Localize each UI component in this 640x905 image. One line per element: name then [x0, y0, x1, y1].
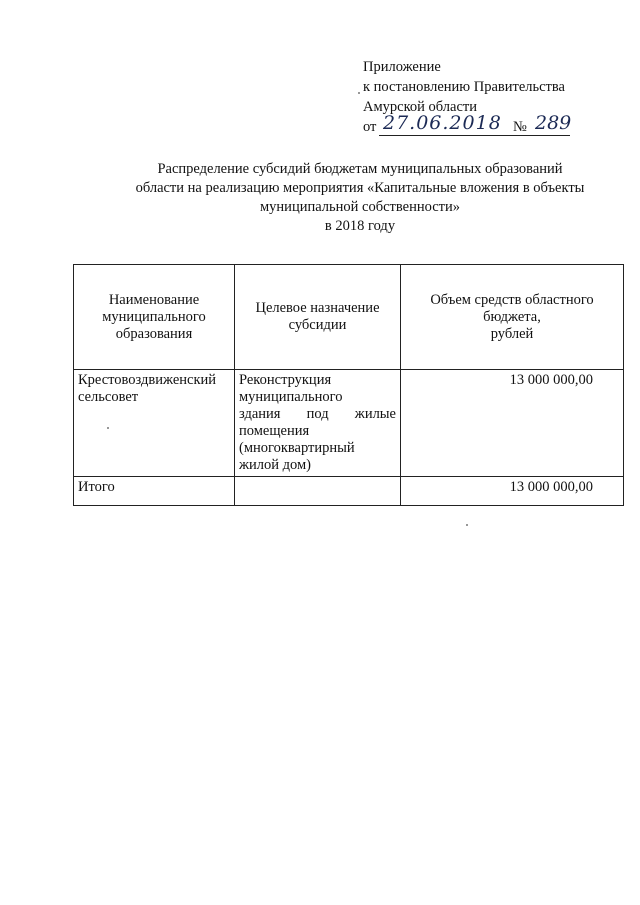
cell-text: Реконструкция — [239, 372, 332, 388]
handwritten-number: 289 — [535, 112, 572, 134]
header-text: Объем средств областного — [430, 291, 594, 308]
table-total-row — [74, 477, 624, 506]
title-line-2: области на реализацию мероприятия «Капитальные вложения в объекты — [135, 180, 585, 196]
number-prefix: № — [513, 119, 527, 135]
header-purpose — [235, 265, 401, 370]
appendix-title: Приложение — [363, 59, 441, 75]
total-label: Итого — [74, 477, 235, 506]
title-line-1: Распределение субсидий бюджетам муниципальных образований — [157, 161, 563, 177]
title-line-4: в 2018 году — [324, 218, 396, 234]
cell-text: (многоквартирный — [239, 440, 355, 456]
date-prefix: от — [363, 119, 377, 135]
total-purpose — [235, 477, 401, 506]
cell-text: сельсовет — [78, 389, 139, 405]
table-header-row — [74, 265, 624, 370]
document-title — [100, 160, 620, 236]
header-text: муниципального — [102, 308, 206, 325]
scan-speck — [358, 92, 360, 94]
header-text: субсидии — [288, 317, 347, 333]
header-municipality — [74, 265, 235, 370]
number-underline — [535, 135, 570, 136]
header-text: Целевое назначение — [255, 300, 380, 316]
title-line-3: муниципальной собственности» — [260, 199, 460, 215]
scan-speck — [466, 524, 468, 526]
appendix-region: Амурской области — [363, 99, 477, 115]
header-text: Наименование — [108, 291, 200, 308]
cell-municipality — [74, 370, 235, 477]
cell-text: муниципального — [239, 389, 343, 405]
cell-text: Крестовоздвиженский — [78, 372, 217, 388]
appendix-block — [363, 57, 572, 139]
cell-amount: 13 000 000,00 — [401, 370, 624, 477]
cell-text: жилой дом) — [239, 457, 312, 473]
header-text: образования — [115, 325, 193, 342]
handwritten-date: 27.06.2018 — [383, 112, 502, 134]
subsidy-table — [73, 264, 624, 506]
table-row — [74, 370, 624, 477]
cell-text: здания под жилые — [239, 406, 396, 422]
appendix-date-row — [363, 112, 572, 139]
header-amount — [401, 265, 624, 370]
appendix-resolution: к постановлению Правительства — [363, 79, 565, 95]
header-text: бюджета, — [483, 308, 541, 325]
scan-speck — [107, 427, 109, 429]
total-amount: 13 000 000,00 — [401, 477, 624, 506]
cell-text: помещения — [239, 423, 310, 439]
cell-purpose — [235, 370, 401, 477]
header-text: рублей — [490, 325, 534, 342]
